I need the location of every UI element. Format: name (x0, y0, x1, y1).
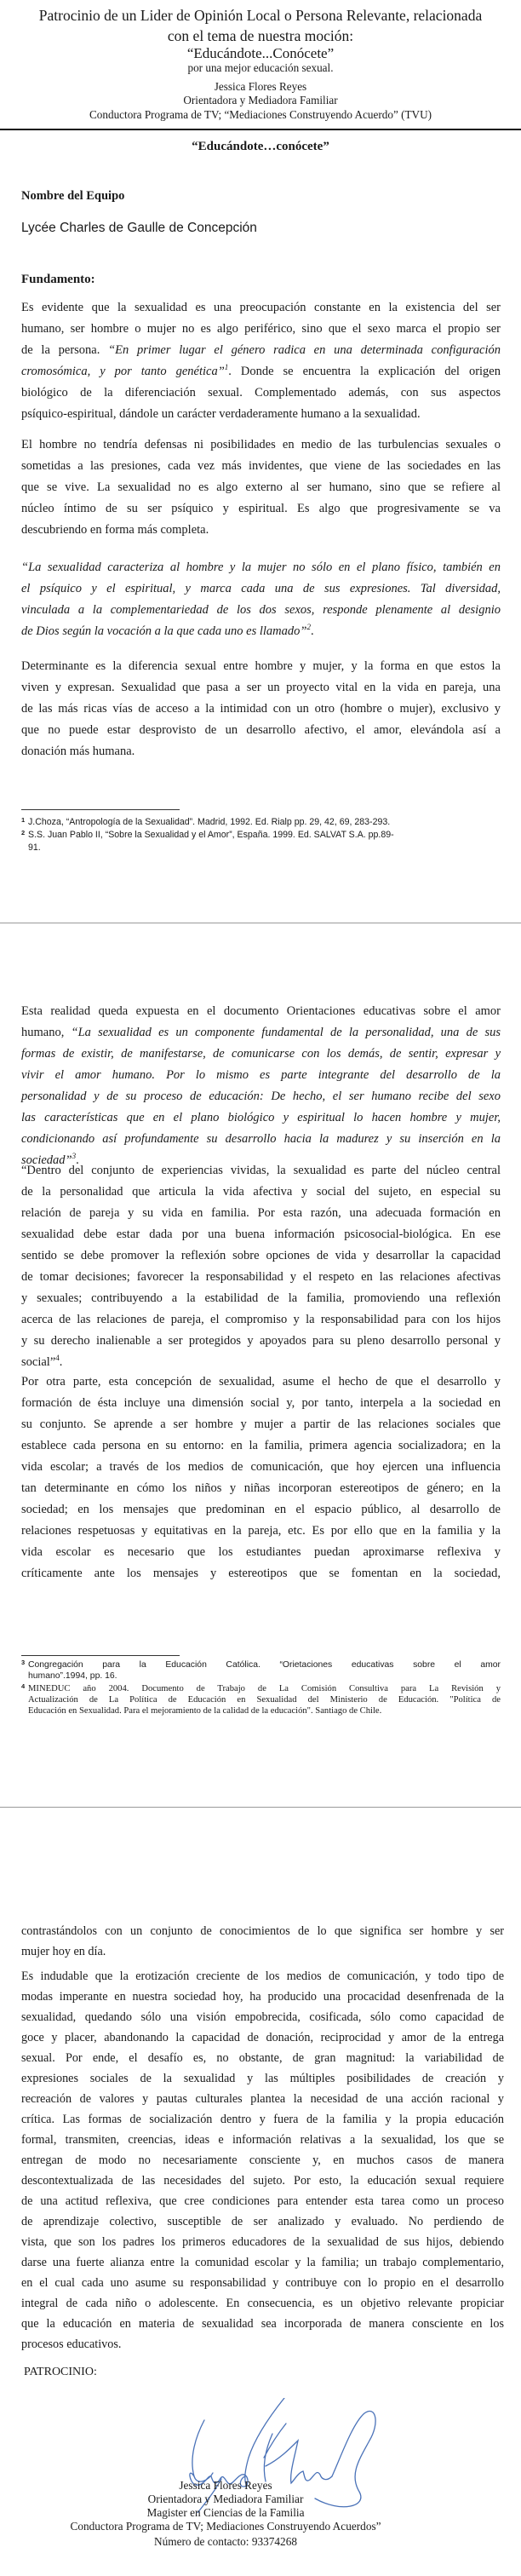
footnote-line: J.Choza, “Antropología de la Sexualidad”. Madrid, 1992. Ed. Rialp pp. 29, 42, 69, 283-293. (28, 817, 391, 827)
text-line (21, 1371, 501, 1393)
text-line (21, 1331, 501, 1352)
text-line (21, 404, 501, 425)
text-line (21, 1457, 501, 1478)
text-line (21, 557, 501, 578)
text-segment: Determinante es la diferencia sexual entre hombre y mujer, y la forma en que estos la (21, 659, 501, 673)
footnote-line: Congregación para la Educación Católica. “Orietaciones educativas sobre el amor (28, 1660, 501, 1670)
text-line (21, 1478, 501, 1499)
text-segment: expresiones sociales de la sexualidad y las múltiples posibilidades de creación y (21, 2072, 504, 2085)
text-line (21, 1129, 501, 1150)
header-sponsor-program: Conductora Programa de TV; “Mediaciones Construyendo Acuerdo” (TVU) (89, 108, 432, 121)
text-segment: social” (21, 1355, 56, 1369)
text-segment: de Dios según la vocación a la que cada uno es llamado” (21, 624, 307, 638)
footnote-number: 3 (21, 1659, 26, 1666)
text-line (21, 2089, 504, 2109)
text-line (21, 2273, 504, 2293)
text-segment: “La sexualidad es un componente fundamental de la personalidad, una de sus (71, 1026, 501, 1039)
text-segment: formas de existir, de manifestarse, de comunicarse con los demás, de sentir, expresar y (21, 1047, 501, 1061)
paragraph (21, 297, 501, 425)
text-segment: y sexuales; contribuyendo a la estabilidad de la familia, promoviendo una reflexión (21, 1291, 501, 1305)
text-segment: Por otra parte, esta concepción de sexualidad, asume el hecho de que el desarrollo y (21, 1375, 501, 1389)
text-line (21, 1288, 501, 1309)
header-subtitle: por una mejor educación sexual. (187, 61, 334, 74)
text-segment: descubriendo en forma más completa. (21, 523, 209, 537)
text-line (21, 1044, 501, 1065)
text-line (21, 297, 501, 319)
text-segment: Es evidente que la sexualidad es una preocupación constante en la existencia del ser (21, 301, 501, 314)
sponsor-label: PATROCINIO: (24, 2366, 97, 2378)
text-line (21, 477, 501, 498)
signature-program: Conductora Programa de TV; Mediaciones Construyendo Acuerdos” (70, 2520, 381, 2533)
footnote-reference: 4 (55, 1354, 60, 1362)
text-line (21, 2293, 504, 2314)
text-segment: . (59, 1355, 63, 1369)
text-segment: El hombre no tendría defensas ni posibilidades en medio de las turbulencias sexuales o (21, 438, 501, 451)
text-segment: vida escolar; a través de los medios de comunicación, que hoy ejercen una influencia (21, 1460, 501, 1474)
footnote-line: S.S. Juan Pablo II, “Sobre la Sexualidad y el Amor”, España. 1999. Ed. SALVAT S.A. pp.89- (28, 830, 394, 840)
signature-name: Jessica Flores Reyes (179, 2479, 272, 2492)
text-line (21, 340, 501, 361)
text-segment: vinculada a la complementariedad de los dos sexos, responde plenamente al designio (21, 603, 501, 617)
paragraph (21, 557, 501, 642)
signature-contact: Número de contacto: 93374268 (153, 2535, 298, 2548)
footnote-number: 1 (21, 816, 26, 824)
footnote (21, 816, 501, 829)
text-segment: de la persona. (21, 343, 109, 357)
text-segment: vivir el amor humano. Por lo mismo es parte integrante del desarrollo de la (21, 1068, 501, 1082)
text-line (21, 434, 501, 456)
text-segment: “En primer lugar el género radica en una determinada configuración (108, 343, 501, 357)
motion-title: “Educándote…conócete” (192, 140, 329, 153)
text-segment: humano, ser hombre o mujer no es algo periférico, sino que el sexo marca el propio ser (21, 322, 501, 336)
text-line (21, 1309, 501, 1331)
header-motion-name: “Educándote...Conócete” (186, 45, 335, 61)
text-segment: establece cada persona en su entorno: en la familia, primera agencia socializadora; en la (21, 1439, 501, 1452)
text-segment: núcleo íntimo de su ser psíquico y espiritual. Es algo que progresivamente se va (21, 502, 501, 515)
footnote (21, 1683, 501, 1716)
text-segment: procesos educativos. (21, 2337, 122, 2351)
header-title-line-2: con el tema de nuestra moción: (167, 27, 354, 44)
team-label: Nombre del Equipo (21, 189, 125, 203)
footnote (21, 829, 501, 854)
text-segment: . (76, 1153, 79, 1167)
text-segment: sometidas a las presiones, cada vez más invidentes, que viene de las sociedades en las (21, 459, 501, 473)
text-line (21, 2334, 504, 2355)
text-segment: personalidad y de su proceso de educación: De hecho, el ser humano recibe del sexo (21, 1090, 501, 1103)
text-segment: contrastándolos con un conjunto de conocimientos de lo que significa ser hombre y ser (21, 1924, 504, 1938)
paragraph (21, 1921, 504, 1962)
footnote-number: 2 (21, 829, 26, 837)
text-line (21, 2109, 504, 2130)
footnote-line: Educación en Sexualidad. Para el mejoramiento de la calidad de la educación". Santiago de Chile. (28, 1706, 382, 1716)
text-line (21, 2027, 504, 2048)
text-line (21, 699, 501, 720)
text-line (21, 1022, 501, 1044)
text-line (21, 656, 501, 677)
text-segment: que se vive. La sexualidad no es algo externo al ser humano, sino que se refiere al (21, 480, 501, 494)
fundamento-heading: Fundamento: (21, 273, 95, 286)
header-sponsor-name: Jessica Flores Reyes (214, 80, 307, 93)
text-segment: recreación de valores y pautas culturales plantea la necesidad de una acción racional y (21, 2092, 504, 2106)
text-segment: entregan de modo no necesariamente consciente y, en muchos casos de manera (21, 2153, 504, 2167)
text-line (21, 2314, 504, 2334)
text-segment: que no puede estar desprovisto de un desarrollo afectivo, el amor, elevándola así a (21, 723, 501, 737)
text-segment: darse una fuerte alianza entre la comunidad escolar y la familia; un trabajo complementario, (21, 2256, 504, 2269)
text-line (21, 1001, 501, 1022)
text-segment: goce y placer, abandonando la capacidad de donación, reciprocidad y amor de la entrega (21, 2031, 504, 2044)
text-segment: formal, transmiten, creencias, ideas e información relativas a la sexualidad, los que se (21, 2133, 504, 2147)
text-line (21, 319, 501, 340)
text-line (21, 498, 501, 520)
text-line (21, 621, 501, 642)
text-line (21, 1086, 501, 1107)
paragraph (21, 1371, 501, 1584)
text-segment: sentido se debe promover la reflexión sobre opciones de vida y desarrollar la capacidad (21, 1249, 501, 1262)
footnote (21, 1660, 501, 1682)
text-segment: formación de ésta incluye una dimensión social y, por tanto, interpela a la sociedad en (21, 1396, 501, 1410)
footnote-text (28, 1683, 501, 1716)
text-segment: que la educación en materia de sexualidad sea incorporada de manera consciente en los (21, 2317, 504, 2331)
text-segment: tan determinante en cómo los niños y niñas incorporan estereotipos de género; en la (21, 1481, 501, 1495)
footnote-number: 4 (21, 1682, 26, 1690)
text-segment: Es indudable que la erotización creciente de los medios de comunicación, y todo tipo de (21, 1969, 504, 1983)
footnote-line: MINEDUC año 2004. Documento de Trabajo de La Comisión Consultiva para La Revisión y (28, 1684, 501, 1693)
text-line (21, 2130, 504, 2150)
header-sponsor-role: Orientadora y Mediadora Familiar (183, 94, 338, 106)
footnote-text (28, 829, 501, 854)
text-segment: sociedad” (21, 1153, 72, 1167)
text-line (21, 2048, 504, 2068)
text-segment: de aprendizaje colectivo, susceptible de ser analizado y evaluado. No perdiendo de (21, 2215, 504, 2228)
footnote-line: humano”.1994, pp. 16. (28, 1670, 117, 1681)
text-segment: viven y expresan. Sexualidad que pasa a ser un proyecto vital en la vida en pareja, una (21, 681, 501, 694)
text-line (21, 1267, 501, 1288)
text-line (21, 1435, 501, 1457)
header-title-line-1: Patrocinio de un Lider de Opinión Local o Persona Relevante, relacionada (38, 7, 483, 24)
footnote-text (28, 1660, 501, 1682)
paragraph (21, 656, 501, 762)
text-segment: descontextualizada de las necesidades del sujeto. Por esto, la educación sexual requiere (21, 2174, 504, 2188)
text-segment: sociedad; en los mensajes que predominan en el espacio público, al desarrollo de (21, 1503, 501, 1516)
footnote-divider (21, 809, 180, 810)
text-segment: vida escolar es necesario que los estudiantes puedan aproximarse reflexiva y (21, 1545, 501, 1559)
paragraph (21, 1001, 501, 1171)
text-segment: vista, que son los padres los primeros educadores de la sexualidad de sus hijos, debiendo (21, 2235, 504, 2249)
text-line (21, 1521, 501, 1542)
signature-degree: Magister en Ciencias de la Familia (146, 2506, 305, 2519)
text-line (21, 382, 501, 404)
text-segment: crítica. Las formas de socialización dentro y fuera de la familia y la propia educación (21, 2113, 504, 2126)
text-segment: condicionando así profundamente su desarrollo hacia la madurez y su inserción en la (21, 1132, 501, 1146)
signature-role: Orientadora y Mediadora Familiar (147, 2493, 304, 2505)
team-name: Lycée Charles de Gaulle de Concepción (21, 221, 257, 235)
footnote-text (28, 816, 501, 829)
text-segment: “Dentro del conjunto de experiencias vividas, la sexualidad es parte del núcleo central (21, 1164, 501, 1177)
text-line (21, 2007, 504, 2027)
text-segment: críticamente ante los mensajes y estereotipos que se fomentan en la sociedad, (21, 1567, 501, 1580)
text-segment: modas imperante en nuestra sociedad hoy, ha producido una procacidad desenfrenada de la (21, 1990, 504, 2004)
text-line (21, 1160, 501, 1182)
footnote-reference: 3 (72, 1152, 77, 1160)
text-segment: relaciones respetuosas y equitativas en la pareja, etc. Es por ello que en la familia y la (21, 1524, 501, 1538)
text-line (21, 578, 501, 600)
text-segment: las características que en el plano biológico y espiritual lo hacen hombre y mujer, (21, 1111, 501, 1124)
text-line (21, 2232, 504, 2252)
text-line (21, 677, 501, 699)
text-segment: su conjunto. Se aprende a ser hombre y mujer a partir de las relaciones sociales que (21, 1417, 501, 1431)
text-segment: acerca de las relaciones de pareja, el compromiso y la responsabilidad para con los hijos (21, 1313, 501, 1326)
text-segment: sexualidad debe estar dada por una buena información psicosocial-biológica. En ese (21, 1228, 501, 1241)
paragraph (21, 434, 501, 541)
text-segment: donación más humana. (21, 745, 135, 758)
text-segment: biológico de la diferenciación sexual. Complementado además, con sus aspectos (21, 386, 501, 400)
text-segment: integral de cada niño o adolescente. En consecuencia, es un objetivo relevante propiciar (21, 2297, 504, 2310)
text-line (21, 2252, 504, 2273)
text-segment: de la personalidad que articula la vida afectiva y social del sujeto, en especial su (21, 1185, 501, 1199)
text-line (21, 2150, 504, 2171)
text-line (21, 2191, 504, 2211)
text-line (21, 1941, 504, 1962)
footnote-reference: 2 (306, 623, 311, 631)
text-line (21, 456, 501, 477)
text-segment: . Donde se encuentra la explicación del origen (228, 365, 501, 378)
footnote-line: Actualización de La Política de Educación en Sexualidad del Ministerio de Educación. "Política de (28, 1695, 501, 1705)
text-line (21, 1414, 501, 1435)
text-line (21, 1542, 501, 1563)
text-line (21, 720, 501, 741)
text-segment: Esta realidad queda expuesta en el documento Orientaciones educativas sobre el amor (21, 1004, 501, 1018)
text-segment: de las más ricas vías de acceso a la intimidad con un otro (hombre o mujer), exclusivo y (21, 702, 501, 716)
text-segment: sexualidad, quedando sólo una visión empobrecida, cosificada, sólo como capacidad de (21, 2010, 504, 2024)
text-line (21, 1921, 504, 1941)
text-line (21, 1107, 501, 1129)
text-line (21, 741, 501, 762)
text-line (21, 361, 501, 382)
text-segment: mujer hoy en día. (21, 1945, 106, 1958)
text-line (21, 1987, 504, 2007)
text-line (21, 1245, 501, 1267)
paragraph (21, 1966, 504, 2355)
footnote-divider (21, 1655, 180, 1656)
text-segment: cromosómica, y por tanto genética” (21, 365, 225, 378)
text-line (21, 2171, 504, 2191)
header-divider (0, 129, 521, 130)
text-line (21, 1499, 501, 1521)
text-segment: humano, (21, 1026, 72, 1039)
text-segment: y su derecho inalienable a ser protegidos y apoyados para su pleno desarrollo personal y (21, 1334, 501, 1348)
footnote-line: 91. (28, 842, 41, 853)
page-break (0, 1807, 521, 1808)
text-line (21, 1352, 501, 1373)
text-segment: relación de pareja y su vida en familia. Por esta razón, una adecuada formación en (21, 1206, 501, 1220)
paragraph (21, 1160, 501, 1373)
text-line (21, 520, 501, 541)
text-segment: de una actitud reflexiva, que cree condiciones para entender esta tarea como un proceso (21, 2194, 504, 2208)
text-line (21, 1966, 504, 1987)
text-line (21, 1182, 501, 1203)
text-line (21, 1393, 501, 1414)
text-segment: el psíquico y el espiritual, y marca cada una de sus expresiones. Tal diversidad, (21, 582, 501, 595)
text-segment: “La sexualidad caracteriza al hombre y la mujer no sólo en el plano físico, también en (21, 561, 501, 574)
text-segment: sexual. Por ende, el desafío es, no obstante, de gran magnitud: la variabilidad de (21, 2051, 504, 2065)
text-line (21, 2068, 504, 2089)
text-line (21, 2211, 504, 2232)
text-segment: de tomar decisiones; favorecer la responsabilidad y el respeto en las relaciones afectivas (21, 1270, 501, 1284)
text-line (21, 1203, 501, 1224)
text-segment: psíquico-espiritual, dándole un carácter verdaderamente humano a la sexualidad. (21, 407, 421, 421)
text-segment: . (310, 624, 314, 638)
text-segment: en el cual cada uno asume su responsabilidad y contribuye con lo propio en el desarrollo (21, 2276, 504, 2290)
text-line (21, 1224, 501, 1245)
text-line (21, 600, 501, 621)
text-line (21, 1563, 501, 1584)
footnote-reference: 1 (224, 363, 229, 371)
text-line (21, 1065, 501, 1086)
